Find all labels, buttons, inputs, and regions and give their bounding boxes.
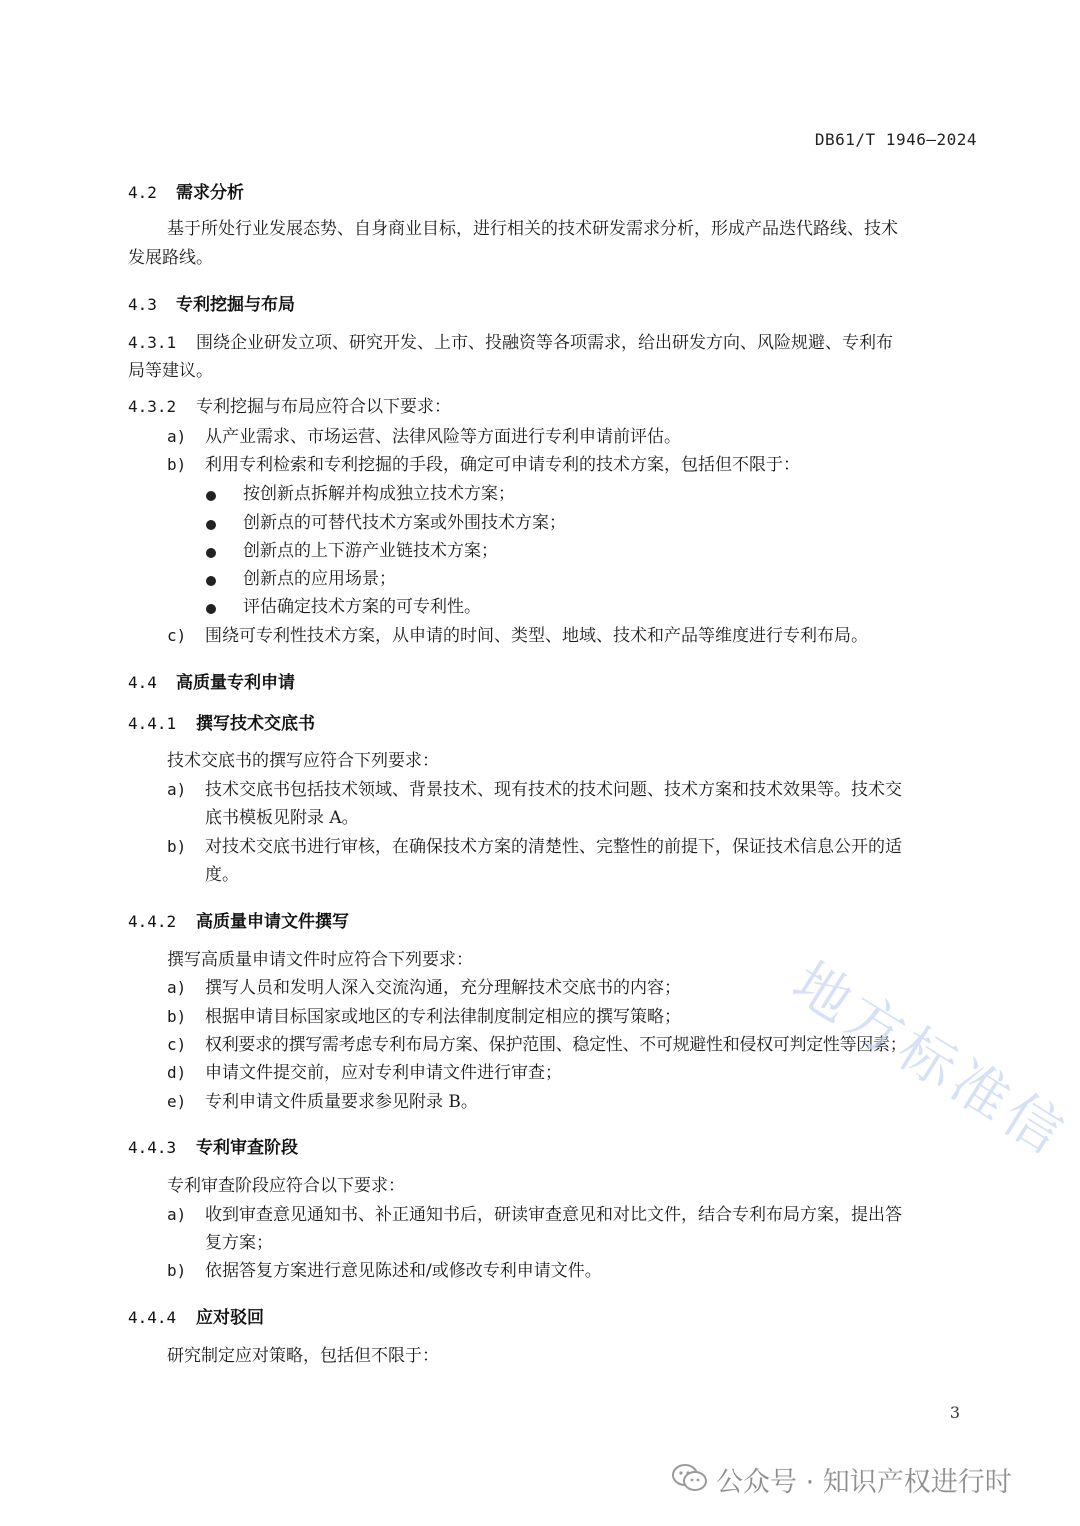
list-item-text: 撰写人员和发明人深入交流沟通，充分理解技术交底书的内容； xyxy=(205,978,681,998)
section-number: 4.4.1 xyxy=(128,714,177,733)
page-number: 3 xyxy=(949,1403,960,1422)
list-marker: c) xyxy=(167,1035,187,1054)
subsection-heading-4-4-1 xyxy=(128,709,315,734)
list-marker: a) xyxy=(167,1205,187,1224)
section-number: 4.4.2 xyxy=(128,912,177,931)
list-item-text: 从产业需求、市场运营、法律风险等方面进行专利申请前评估。 xyxy=(205,427,681,447)
paragraph-line: 撰写高质量申请文件时应符合下列要求： xyxy=(167,950,473,970)
list-marker: b) xyxy=(167,1007,187,1026)
clause-text: 专利挖掘与布局应符合以下要求： xyxy=(196,397,451,417)
list-item-text: 权利要求的撰写需考虑专利布局方案、保护范围、稳定性、不可规避性和侵权可判定性等因素； xyxy=(205,1035,907,1055)
list-item-text: 对技术交底书进行审核，在确保技术方案的清楚性、完整性的前提下，保证技术信息公开的适 xyxy=(205,837,902,857)
clause-number: 4.3.1 xyxy=(128,333,177,352)
list-marker: e) xyxy=(167,1092,187,1111)
section-title: 高质量申请文件撰写 xyxy=(196,912,349,932)
clause-4-3-1 xyxy=(128,329,893,357)
bullet-icon xyxy=(206,520,216,530)
section-number: 4.4 xyxy=(128,673,157,692)
section-number: 4.3 xyxy=(128,295,157,314)
list-marker: b) xyxy=(167,837,187,856)
section-heading-4-3 xyxy=(128,290,295,315)
paragraph-line: 研究制定应对策略，包括但不限于： xyxy=(167,1346,439,1366)
clause-text: 围绕企业研发立项、研究开发、上市、投融资等各项需求，给出研发方向、风险规避、专利布 xyxy=(196,333,893,353)
section-title: 撰写技术交底书 xyxy=(196,714,315,734)
list-item-text: 围绕可专利性技术方案，从申请的时间、类型、地域、技术和产品等维度进行专利布局。 xyxy=(205,626,868,646)
bullet-icon xyxy=(206,548,216,558)
section-number: 4.4.3 xyxy=(128,1138,177,1157)
section-title: 高质量专利申请 xyxy=(176,673,295,693)
bullet-icon xyxy=(206,491,216,501)
section-title: 专利挖掘与布局 xyxy=(176,295,295,315)
standard-code: DB61/T 1946—2024 xyxy=(814,130,977,149)
paragraph-line: 技术交底书的撰写应符合下列要求： xyxy=(167,751,439,771)
list-item-text: 专利申请文件质量要求参见附录 B。 xyxy=(205,1092,478,1112)
subsection-heading-4-4-4 xyxy=(128,1303,264,1328)
list-marker: d) xyxy=(167,1063,187,1082)
paragraph-line: 发展路线。 xyxy=(128,248,213,268)
list-item-text: 技术交底书包括技术领域、背景技术、现有技术的技术问题、技术方案和技术效果等。技术交 xyxy=(205,780,902,800)
list-marker: b) xyxy=(167,1261,187,1280)
list-item-text: 复方案； xyxy=(205,1233,273,1253)
section-heading-4-2 xyxy=(128,178,244,203)
clause-4-3-2 xyxy=(128,393,451,421)
section-number: 4.4.4 xyxy=(128,1308,177,1327)
section-title: 应对驳回 xyxy=(196,1308,264,1328)
section-number: 4.2 xyxy=(128,183,157,202)
list-item-text: 根据申请目标国家或地区的专利法律制度制定相应的撰写策略； xyxy=(205,1007,681,1027)
section-title: 需求分析 xyxy=(176,183,244,203)
list-item-text: 依据答复方案进行意见陈述和/或修改专利申请文件。 xyxy=(205,1261,602,1281)
bullet-icon xyxy=(206,604,216,614)
list-marker: b) xyxy=(167,455,187,474)
subsection-heading-4-4-3 xyxy=(128,1133,298,1158)
watermark-text: 地方标准信 xyxy=(781,950,1079,1170)
list-marker: a) xyxy=(167,427,187,446)
section-title: 专利审查阶段 xyxy=(196,1138,298,1158)
section-heading-4-4 xyxy=(128,668,295,693)
list-item-text: 收到审查意见通知书、补正通知书后，研读审查意见和对比文件，结合专利布局方案，提出答 xyxy=(205,1205,902,1225)
list-marker: a) xyxy=(167,978,187,997)
paragraph-line: 局等建议。 xyxy=(128,361,213,381)
bullet-item-text: 按创新点拆解并构成独立技术方案； xyxy=(243,484,515,504)
list-item-text: 申请文件提交前，应对专利申请文件进行审查； xyxy=(205,1063,562,1083)
bullet-item-text: 创新点的应用场景； xyxy=(243,569,396,589)
paragraph-line: 专利审查阶段应符合以下要求： xyxy=(167,1176,405,1196)
bullet-item-text: 创新点的可替代技术方案或外围技术方案； xyxy=(243,513,566,533)
bullet-icon xyxy=(206,576,216,586)
subsection-heading-4-4-2 xyxy=(128,907,349,932)
list-item-text: 度。 xyxy=(205,865,239,885)
list-item-text: 底书模板见附录 A。 xyxy=(205,808,359,828)
paragraph-line: 基于所处行业发展态势、自身商业目标，进行相关的技术研发需求分析，形成产品迭代路线、技术 xyxy=(167,219,898,239)
list-item-text: 利用专利检索和专利挖掘的手段，确定可申请专利的技术方案，包括但不限于： xyxy=(205,455,800,475)
bullet-item-text: 评估确定技术方案的可专利性。 xyxy=(243,597,481,617)
footer-source-label: 公众号 · 知识产权进行时 xyxy=(716,1467,1012,1498)
clause-number: 4.3.2 xyxy=(128,397,177,416)
bullet-item-text: 创新点的上下游产业链技术方案； xyxy=(243,541,498,561)
wechat-icon xyxy=(672,1463,708,1493)
list-marker: a) xyxy=(167,780,187,799)
list-marker: c) xyxy=(167,626,187,645)
